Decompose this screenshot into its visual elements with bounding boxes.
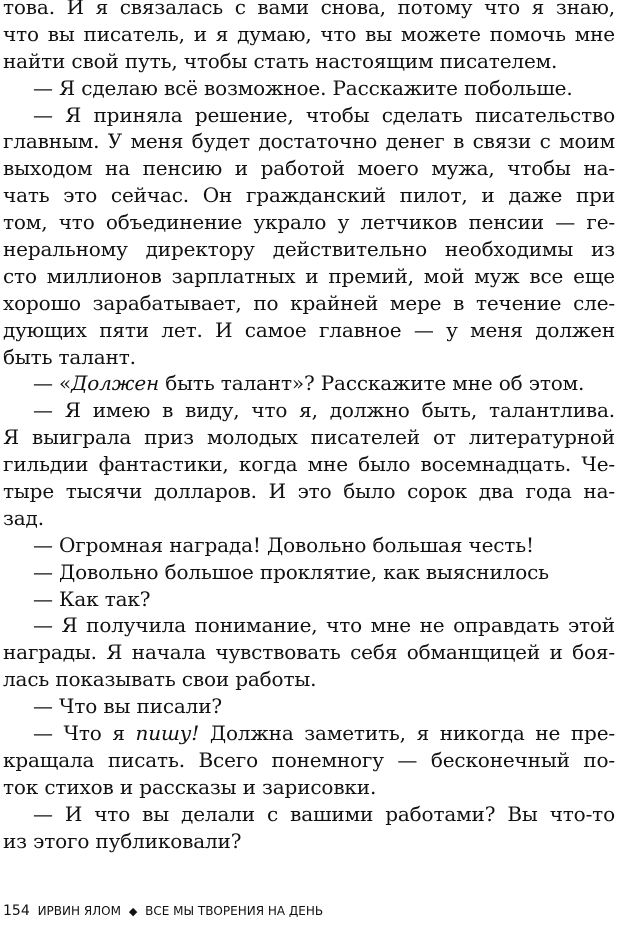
text-line: что вы писатель, и я думаю, что вы можете помочь мне — [3, 21, 615, 46]
text-line: лась показывать свои работы. — [3, 667, 317, 692]
text-line: главным. У меня будет достаточно денег в связи с моим — [3, 129, 615, 154]
text-line: хорошо зарабатывает, по крайней мере в течение сле- — [3, 290, 615, 315]
emphasis-text: Должен — [71, 371, 160, 396]
text-line: сто миллионов зарплатных и премий, мой муж все еще — [3, 263, 615, 288]
text-line: том, что объединение украло у летчиков пенсии — ге- — [3, 210, 615, 235]
text-line: — Я получила понимание, что мне не оправдать этой — [33, 613, 615, 638]
text-fragment: — « — [33, 371, 72, 396]
text-line: — Довольно большое проклятие, как выяснилось — [33, 559, 549, 584]
text-line: тыре тысячи долларов. И это было сорок два года на- — [3, 479, 615, 504]
text-line: — Как так? — [33, 586, 151, 611]
text-line: зад. — [3, 505, 44, 530]
text-fragment: Должна заметить, я никогда не пре- — [199, 721, 615, 746]
footer-book-title: ВСЕ МЫ ТВОРЕНИЯ НА ДЕНЬ — [145, 904, 324, 918]
text-line: — Огромная награда! Довольно большая честь! — [33, 532, 534, 557]
text-line — [3, 370, 615, 397]
page-number: 154 — [3, 903, 30, 919]
text-line: дующих пяти лет. И самое главное — у меня должен — [3, 317, 615, 342]
text-line: из этого публиковали? — [3, 828, 242, 853]
text-line: кращала писать. Всего понемногу — бесконечный по- — [3, 747, 615, 772]
text-fragment: — Что я — [33, 721, 136, 746]
text-line: найти свой путь, чтобы стать настоящим писателем. — [3, 48, 558, 73]
diamond-separator-icon: ◆ — [128, 905, 138, 918]
text-line: награды. Я начала чувствовать себя обманщицей и боя- — [3, 640, 615, 665]
text-line: това. И я связалась с вами снова, потому что я знаю, — [3, 0, 615, 19]
text-line: Я выиграла приз молодых писателей от литературной — [3, 425, 615, 450]
text-line: ток стихов и рассказы и зарисовки. — [3, 774, 377, 799]
text-line — [3, 720, 615, 747]
text-line: быть талант. — [3, 344, 136, 369]
text-line: гильдии фантастики, когда мне было восемнадцать. Че- — [3, 452, 615, 477]
page-footer — [3, 903, 323, 920]
body-text — [3, 0, 615, 855]
footer-author: ИРВИН ЯЛОМ — [37, 904, 121, 918]
text-fragment: быть талант»? Расскажите мне об этом. — [159, 371, 585, 396]
emphasis-text: пишу! — [135, 721, 200, 746]
text-line: — Что вы писали? — [33, 694, 222, 719]
text-line: выходом на пенсию и работой моего мужа, чтобы на- — [3, 156, 615, 181]
text-line: чать это сейчас. Он гражданский пилот, и даже при — [3, 183, 615, 208]
text-line: — Я сделаю всё возможное. Расскажите побольше. — [33, 75, 573, 100]
text-line: неральному директору действительно необходимы из — [3, 237, 615, 262]
text-line: — Я приняла решение, чтобы сделать писательство — [33, 102, 615, 127]
text-line: — И что вы делали с вашими работами? Вы что-то — [33, 801, 615, 826]
text-line: — Я имею в виду, что я, должно быть, талантлива. — [33, 398, 615, 423]
